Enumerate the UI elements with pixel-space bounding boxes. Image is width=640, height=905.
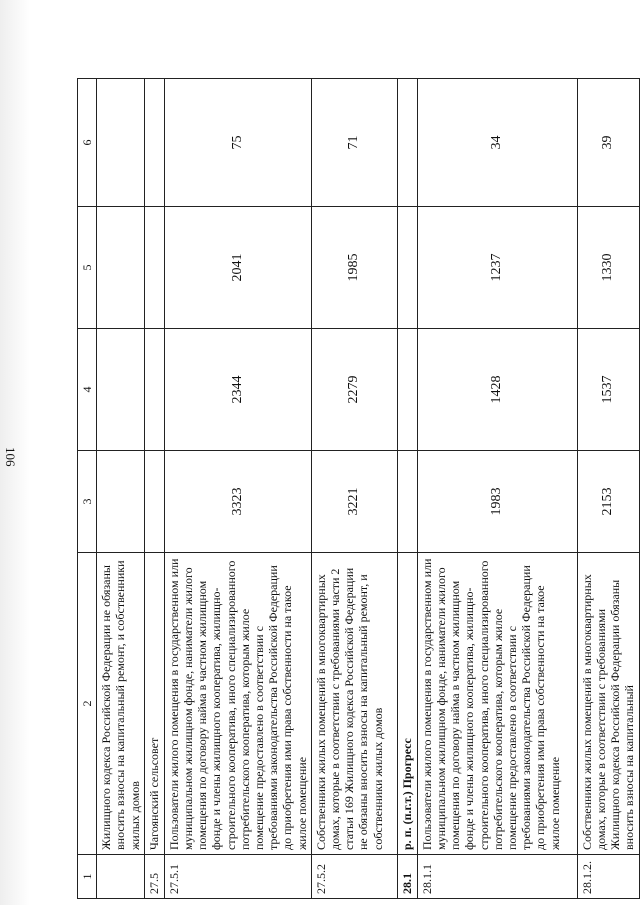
row-text: Пользователи жилого помещения в государственном или муниципальном жилищном фонде, наниматели жилого помещения по договору найма в частном жилищном фонде и члены жилищного кооператива, жилищно-строительного кооператива, иного специализированного потребительского кооператива, которым жилое помещение предоставлено в соответствии с требованиями законодательства Российской Федерации до приобретения ими права собственности на такое жилое помещение [417, 553, 577, 855]
row-text: Жилищного кодекса Российской Федерации не обязаны вносить взносы на капитальный ремонт, и собственники жилых домов [97, 553, 145, 855]
row-number: 27.5.1 [164, 855, 311, 899]
header-row [78, 79, 97, 899]
table-row [397, 79, 417, 899]
header-cell-6: 6 [78, 79, 97, 207]
value-cell: 2153 [577, 451, 639, 553]
row-text: Пользователи жилого помещения в государственном или муниципальном жилищном фонде, наниматели жилого помещения по договору найма в частном жилищном фонде и члены жилищного кооператива, жилищно-строительного кооператива, иного специализированного потребительского кооператива, которым жилое помещение предоставлено в соответствии с требованиями законодательства Российской Федерации до приобретения ими права собственности на такое жилое помещение [164, 553, 311, 855]
table-row [164, 79, 311, 899]
row-text: р. п. (п.г.т.) Прогресс [397, 553, 417, 855]
row-text: Собственники жилых помещений в многоквартирных домах, которые в соответствии с требованиями Жилищного кодекса Российской Федерации обязаны вносить взносы на капитальный [577, 553, 639, 855]
table-row [311, 79, 397, 899]
value-cell: 71 [311, 79, 397, 207]
table-row [417, 79, 577, 899]
value-cell: 39 [577, 79, 639, 207]
value-cell: 1237 [417, 207, 577, 329]
value-cell: 2344 [164, 329, 311, 451]
header-cell-4: 4 [78, 329, 97, 451]
value-cell: 3221 [311, 451, 397, 553]
row-number: 28.1.2. [577, 855, 639, 899]
header-cell-5: 5 [78, 207, 97, 329]
value-cell: 1428 [417, 329, 577, 451]
row-number [97, 855, 145, 899]
value-cell: 34 [417, 79, 577, 207]
header-cell-3: 3 [78, 451, 97, 553]
row-number: 28.1 [397, 855, 417, 899]
row-text: Чагоянский сельсовет [144, 553, 164, 855]
header-cell-1: 1 [78, 855, 97, 899]
row-number: 28.1.1 [417, 855, 577, 899]
value-cell: 1537 [577, 329, 639, 451]
value-cell: 75 [164, 79, 311, 207]
value-cell: 1985 [311, 207, 397, 329]
page-number: 106 [3, 447, 18, 467]
rotated-table-frame [77, 79, 637, 899]
row-text: Собственники жилых помещений в многоквартирных домах, которые в соответствии с требованиями части 2 статьи 169 Жилищного кодекса Российской Федерации не обязаны вносить взносы на капитальный ремонт, и собственники жилых домов [311, 553, 397, 855]
value-cell: 2279 [311, 329, 397, 451]
row-number: 27.5 [144, 855, 164, 899]
row-number: 27.5.2 [311, 855, 397, 899]
table-row [577, 79, 639, 899]
value-cell: 2041 [164, 207, 311, 329]
value-cell: 1330 [577, 207, 639, 329]
value-cell: 1983 [417, 451, 577, 553]
value-cell: 3323 [164, 451, 311, 553]
data-table [77, 78, 640, 899]
table-row [144, 79, 164, 899]
table-row [97, 79, 145, 899]
header-cell-2: 2 [78, 553, 97, 855]
